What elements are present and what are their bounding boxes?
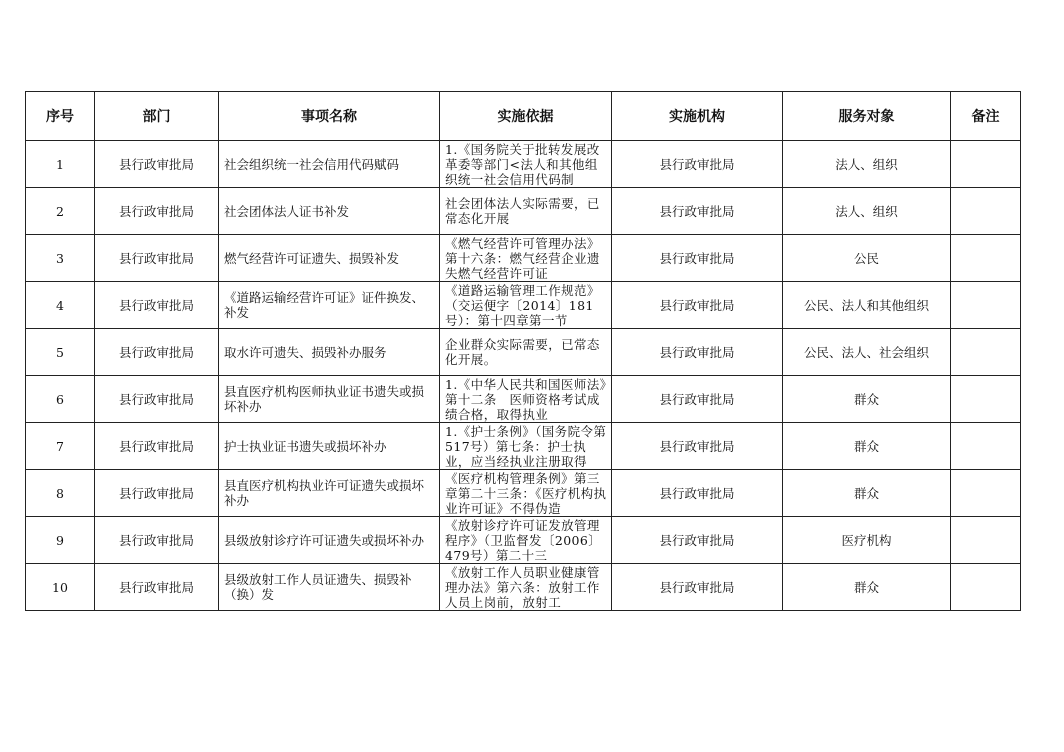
cell-serial-number [26,235,95,282]
cell-legal-basis-text: 企业群众实际需要，已常态化开展。 [445,337,600,367]
cell-legal-basis [440,517,612,564]
table-row [26,235,1021,282]
cell-legal-basis-text: 社会团体法人实际需要，已常态化开展 [445,196,600,226]
cell-service-target-text: 法人、组织 [835,203,898,219]
cell-implementing-agency-text: 县行政审批局 [659,532,735,548]
cell-implementing-agency [612,517,783,564]
cell-item-name [219,188,440,235]
cell-implementing-agency [612,470,783,517]
cell-department-text: 县行政审批局 [118,579,194,595]
cell-item-name [219,282,440,329]
cell-item-name [219,564,440,611]
cell-service-target-text: 群众 [853,579,879,595]
cell-department [95,517,219,564]
cell-service-target-text: 公民、法人、社会组织 [803,344,929,360]
cell-service-target-text: 群众 [853,485,879,501]
header-implementing-agency: 实施机构 [612,92,783,141]
cell-item-name-text: 《道路运输经营许可证》证件换发、补发 [224,290,425,320]
cell-department-text: 县行政审批局 [118,297,194,313]
cell-implementing-agency-text: 县行政审批局 [659,203,735,219]
cell-legal-basis [440,423,612,470]
cell-legal-basis-text: 1.《护士条例》（国务院令第517号）第七条：护士执业，应当经执业注册取得 [445,423,607,469]
cell-remarks [951,376,1021,423]
cell-service-target-text: 医疗机构 [841,532,892,548]
cell-legal-basis-text: 1.《国务院关于批转发展改革委等部门<法人和其他组织统一社会信用代码制 [445,141,600,187]
header-serial-number: 序号 [26,92,95,141]
cell-serial-number-text: 4 [56,297,64,313]
table-row [26,423,1021,470]
header-service-target: 服务对象 [783,92,951,141]
cell-serial-number [26,423,95,470]
cell-serial-number [26,188,95,235]
header-remarks: 备注 [951,92,1021,141]
cell-implementing-agency [612,564,783,611]
cell-department-text: 县行政审批局 [118,485,194,501]
cell-legal-basis [440,470,612,517]
cell-legal-basis-text: 《放射诊疗许可证发放管理程序》（卫监督发〔2006〕479号）第二十三 [445,517,602,563]
cell-implementing-agency [612,282,783,329]
cell-serial-number [26,470,95,517]
cell-remarks [951,235,1021,282]
cell-department-text: 县行政审批局 [118,391,194,407]
cell-implementing-agency-text: 县行政审批局 [659,297,735,313]
cell-serial-number [26,329,95,376]
cell-implementing-agency [612,235,783,282]
cell-department [95,235,219,282]
cell-serial-number-text: 2 [56,203,64,219]
cell-service-target [783,564,951,611]
cell-service-target [783,423,951,470]
table-row [26,188,1021,235]
cell-service-target [783,329,951,376]
cell-implementing-agency [612,329,783,376]
table-body [26,141,1021,611]
cell-legal-basis-text: 《燃气经营许可管理办法》第十六条：燃气经营企业遗失燃气经营许可证 [445,235,600,281]
cell-legal-basis [440,141,612,188]
cell-item-name [219,329,440,376]
header-item-name: 事项名称 [219,92,440,141]
cell-item-name [219,376,440,423]
cell-item-name-text: 县直医疗机构执业许可证遗失或损坏补办 [224,478,425,508]
cell-department [95,329,219,376]
cell-service-target [783,376,951,423]
table-header [26,92,1021,141]
cell-legal-basis-text: 《道路运输管理工作规范》（交运便字〔2014〕181号）：第十四章第一节 [445,282,600,328]
header-department: 部门 [95,92,219,141]
cell-remarks [951,517,1021,564]
cell-implementing-agency-text: 县行政审批局 [659,579,735,595]
cell-item-name-text: 县直医疗机构医师执业证书遗失或损坏补办 [224,384,425,414]
cell-department [95,423,219,470]
cell-legal-basis [440,329,612,376]
cell-implementing-agency-text: 县行政审批局 [659,156,735,172]
table-row [26,564,1021,611]
cell-remarks [951,564,1021,611]
cell-department [95,141,219,188]
cell-department [95,564,219,611]
cell-implementing-agency-text: 县行政审批局 [659,485,735,501]
cell-serial-number-text: 5 [56,344,64,360]
service-items-table [25,91,1021,611]
cell-department-text: 县行政审批局 [118,532,194,548]
cell-service-target-text: 公民 [853,250,879,266]
table-row [26,517,1021,564]
table-row [26,141,1021,188]
cell-item-name-text: 社会团体法人证书补发 [224,203,350,219]
cell-service-target [783,188,951,235]
cell-service-target [783,141,951,188]
cell-item-name [219,470,440,517]
cell-item-name-text: 护士执业证书遗失或损坏补办 [224,438,387,454]
cell-service-target [783,470,951,517]
cell-service-target [783,282,951,329]
cell-serial-number [26,282,95,329]
cell-department-text: 县行政审批局 [118,250,194,266]
cell-serial-number-text: 3 [56,250,64,266]
cell-remarks [951,329,1021,376]
cell-item-name-text: 社会组织统一社会信用代码赋码 [224,156,400,172]
cell-legal-basis [440,235,612,282]
cell-serial-number [26,376,95,423]
cell-item-name-text: 县级放射工作人员证遗失、损毁补（换）发 [224,572,412,602]
cell-item-name [219,517,440,564]
cell-implementing-agency-text: 县行政审批局 [659,344,735,360]
cell-implementing-agency-text: 县行政审批局 [659,250,735,266]
cell-item-name-text: 取水许可遗失、损毁补办服务 [224,344,387,360]
cell-department [95,470,219,517]
cell-item-name [219,141,440,188]
cell-serial-number-text: 6 [56,391,64,407]
cell-implementing-agency [612,188,783,235]
cell-implementing-agency-text: 县行政审批局 [659,391,735,407]
cell-legal-basis-text: 1.《中华人民共和国医师法》第十二条 医师资格考试成绩合格，取得执业 [445,376,607,422]
cell-legal-basis-text: 《医疗机构管理条例》第三章第二十三条：《医疗机构执业许可证》不得伪造 [445,470,607,516]
cell-legal-basis [440,188,612,235]
cell-item-name-text: 县级放射诊疗许可证遗失或损坏补办 [224,532,425,548]
table-row [26,329,1021,376]
cell-serial-number [26,564,95,611]
cell-serial-number [26,141,95,188]
cell-item-name-text: 燃气经营许可证遗失、损毁补发 [224,250,400,266]
cell-service-target-text: 群众 [853,391,879,407]
cell-implementing-agency [612,376,783,423]
cell-serial-number [26,517,95,564]
cell-department [95,376,219,423]
header-legal-basis: 实施依据 [440,92,612,141]
cell-service-target [783,517,951,564]
cell-service-target-text: 群众 [853,438,879,454]
cell-legal-basis [440,376,612,423]
cell-serial-number-text: 10 [52,579,68,595]
cell-legal-basis [440,282,612,329]
table-row [26,282,1021,329]
cell-remarks [951,141,1021,188]
cell-implementing-agency [612,141,783,188]
cell-legal-basis [440,564,612,611]
cell-department [95,282,219,329]
cell-item-name [219,235,440,282]
cell-item-name [219,423,440,470]
cell-department-text: 县行政审批局 [118,438,194,454]
cell-service-target-text: 公民、法人和其他组织 [803,297,929,313]
cell-serial-number-text: 9 [56,532,64,548]
cell-remarks [951,282,1021,329]
cell-remarks [951,188,1021,235]
header-row [26,92,1021,141]
cell-remarks [951,423,1021,470]
cell-implementing-agency-text: 县行政审批局 [659,438,735,454]
table-row [26,470,1021,517]
cell-serial-number-text: 8 [56,485,64,501]
cell-department-text: 县行政审批局 [118,344,194,360]
cell-legal-basis-text: 《放射工作人员职业健康管理办法》第六条：放射工作人员上岗前，放射工 [445,564,600,610]
cell-serial-number-text: 7 [56,438,64,454]
table-row [26,376,1021,423]
cell-implementing-agency [612,423,783,470]
cell-serial-number-text: 1 [56,156,64,172]
cell-remarks [951,470,1021,517]
cell-department [95,188,219,235]
cell-service-target-text: 法人、组织 [835,156,898,172]
cell-department-text: 县行政审批局 [118,156,194,172]
cell-department-text: 县行政审批局 [118,203,194,219]
cell-service-target [783,235,951,282]
